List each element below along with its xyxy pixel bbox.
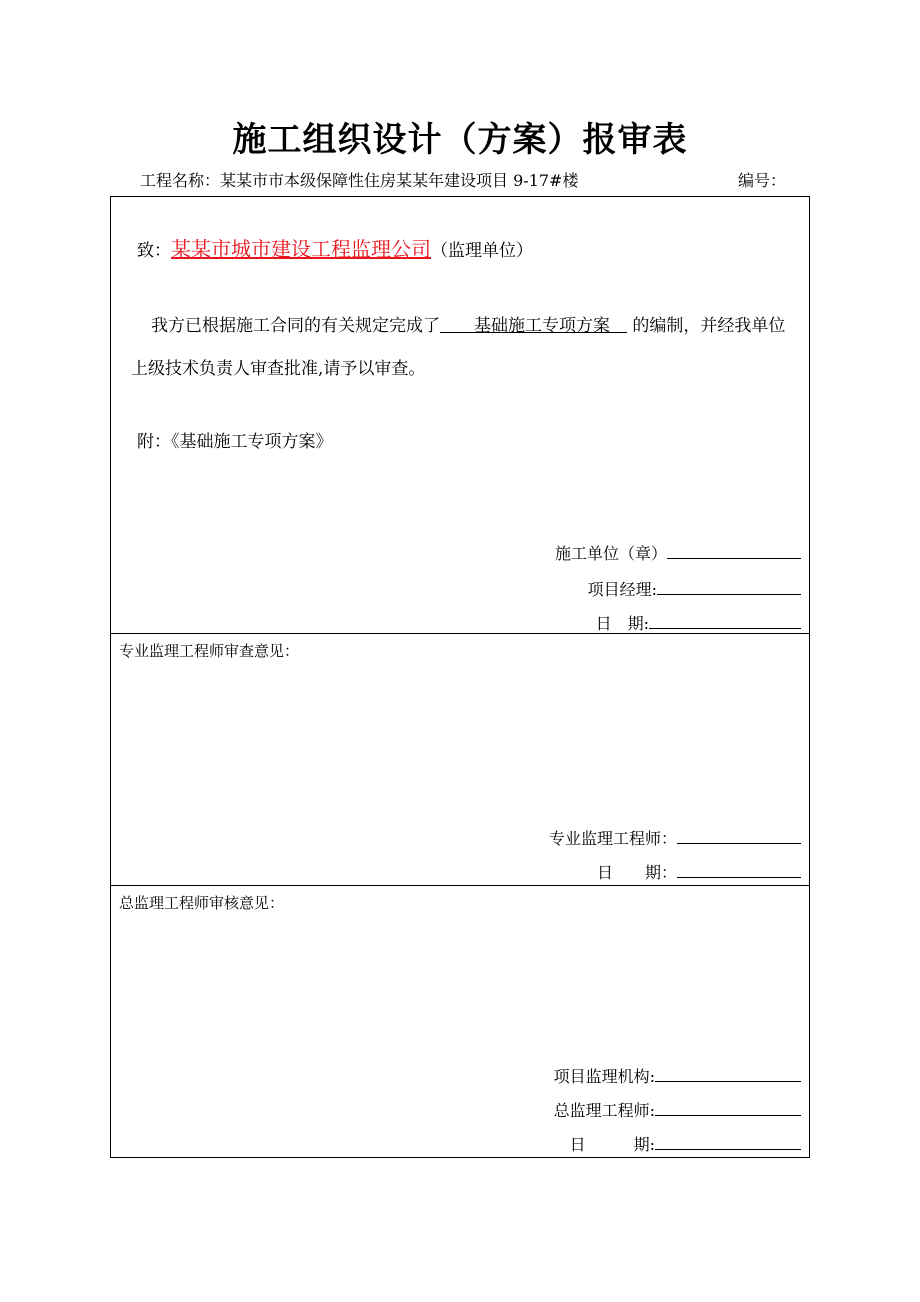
engineer-date-sign	[597, 860, 801, 883]
to-suffix: （监理单位）	[431, 241, 533, 261]
chief-date-blank	[655, 1135, 801, 1150]
supervision-org-sign	[554, 1064, 801, 1087]
chief-engineer-sign	[554, 1098, 801, 1121]
attachment-line: 附：《基础施工专项方案》	[137, 432, 333, 452]
page-title: 施工组织设计（方案）报审表	[232, 120, 688, 160]
supervision-org-blank	[655, 1067, 801, 1082]
chief-engineer-blank	[655, 1101, 801, 1116]
engineer-sign	[549, 826, 801, 849]
chief-date-sign	[570, 1132, 801, 1155]
project-label: 工程名称：	[140, 171, 221, 190]
chief-review-heading: 总监理工程师审核意见：	[119, 894, 285, 912]
engineer-date-label: 日 期：	[596, 863, 677, 882]
project-manager-label: 项目经理:	[587, 580, 657, 599]
body-post: 的编制，并经我单位上级技术负责人审查批准,请予以审查。	[131, 316, 786, 379]
chief-review-section	[111, 885, 809, 1158]
chief-engineer-label: 总监理工程师:	[553, 1101, 655, 1120]
construction-unit-sign	[555, 541, 801, 564]
submission-paragraph	[131, 305, 801, 391]
plan-name-fill: 基础施工专项方案	[440, 316, 627, 336]
body-pre: 我方已根据施工合同的有关规定完成了	[151, 316, 440, 336]
engineer-label: 专业监理工程师：	[548, 829, 677, 848]
supervision-company: 某某市城市建设工程监理公司	[171, 237, 431, 261]
submission-date-sign	[596, 611, 801, 634]
submission-section	[111, 197, 809, 633]
project-manager-blank	[657, 580, 801, 595]
engineer-blank	[677, 829, 801, 844]
project-manager-sign	[588, 577, 801, 600]
addressee-line	[137, 233, 533, 262]
project-name: 某某市市本级保障性住房某某年建设项目 9-17#楼	[220, 171, 579, 190]
submission-date-blank	[649, 614, 801, 629]
construction-unit-blank	[667, 544, 801, 559]
submission-date-label: 日 期:	[595, 614, 649, 633]
engineer-review-heading: 专业监理工程师审查意见：	[119, 642, 300, 660]
to-prefix: 致：	[137, 241, 171, 261]
construction-unit-label: 施工单位（章）	[554, 544, 667, 563]
project-name-row	[140, 168, 578, 191]
chief-date-label: 日 期:	[569, 1135, 655, 1154]
engineer-review-section	[111, 633, 809, 886]
review-form	[110, 196, 810, 1158]
code-label: 编号：	[738, 171, 787, 190]
engineer-date-blank	[677, 863, 801, 878]
supervision-org-label: 项目监理机构:	[553, 1067, 655, 1086]
